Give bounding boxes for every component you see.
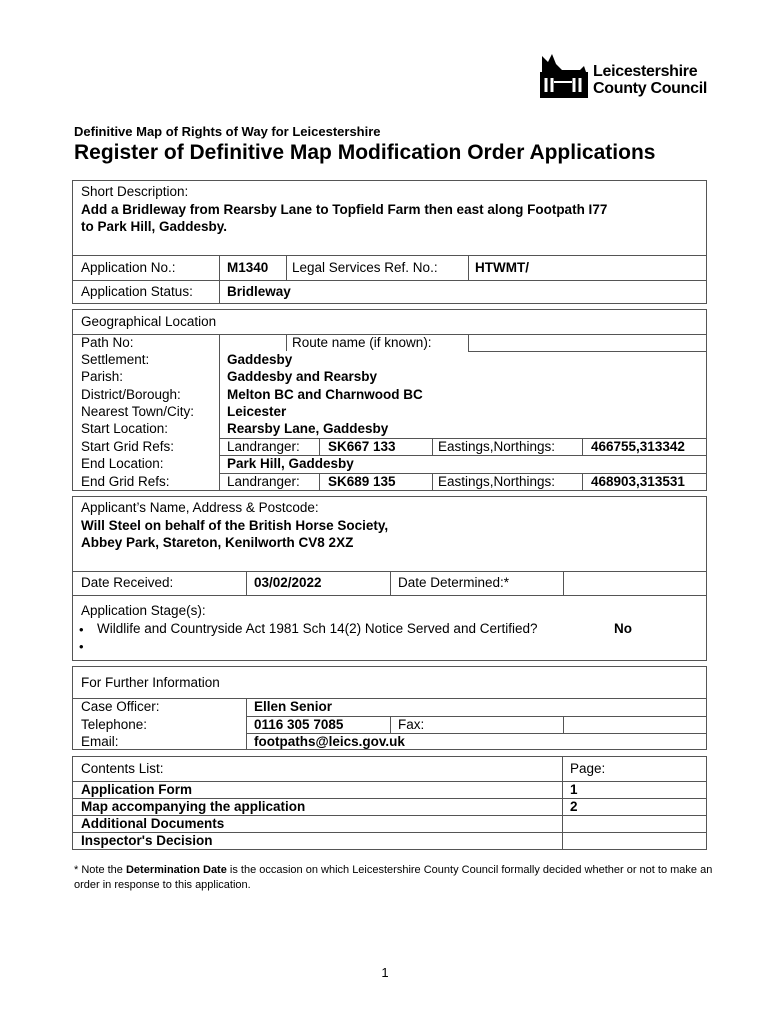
parish-value: Gaddesby and Rearsby bbox=[227, 369, 378, 384]
town-label: Nearest Town/City: bbox=[81, 404, 195, 419]
path-no-label: Path No: bbox=[81, 335, 134, 350]
contents-heading: Contents List: bbox=[81, 761, 164, 776]
application-no-label: Application No.: bbox=[81, 260, 176, 275]
start-eastings-label: Eastings,Northings: bbox=[438, 439, 556, 454]
contact-box bbox=[72, 666, 707, 750]
end-grid-label: End Grid Refs: bbox=[81, 474, 170, 489]
end-eastings-value: 468903,313531 bbox=[591, 474, 685, 489]
contents-item-label: Map accompanying the application bbox=[81, 799, 306, 814]
stages-label: Application Stage(s): bbox=[81, 603, 206, 618]
end-landranger-label: Landranger: bbox=[227, 474, 300, 489]
geo-heading: Geographical Location bbox=[81, 314, 217, 329]
short-description-line2: to Park Hill, Gaddesby. bbox=[81, 219, 228, 234]
telephone-value: 0116 305 7085 bbox=[254, 717, 344, 732]
footnote-prefix: * Note the bbox=[74, 864, 126, 876]
parish-label: Parish: bbox=[81, 369, 124, 384]
fax-label: Fax: bbox=[398, 717, 425, 732]
end-location-label: End Location: bbox=[81, 456, 164, 471]
district-value: Melton BC and Charnwood BC bbox=[227, 387, 423, 402]
page-heading: Page: bbox=[570, 761, 606, 776]
legal-ref-label: Legal Services Ref. No.: bbox=[292, 260, 438, 275]
contents-item-page: 2 bbox=[570, 799, 578, 814]
route-name-label: Route name (if known): bbox=[292, 335, 432, 350]
status-label: Application Status: bbox=[81, 284, 193, 299]
email-value: footpaths@leics.gov.uk bbox=[254, 734, 405, 749]
logo-line2: County Council bbox=[593, 80, 708, 97]
date-received-label: Date Received: bbox=[81, 575, 174, 590]
email-label: Email: bbox=[81, 734, 119, 749]
start-grid-label: Start Grid Refs: bbox=[81, 439, 175, 454]
stage-bullet-2: • bbox=[79, 639, 84, 654]
case-officer-value: Ellen Senior bbox=[254, 699, 333, 714]
end-landranger-value: SK689 135 bbox=[328, 474, 396, 489]
start-location-label: Start Location: bbox=[81, 421, 169, 436]
end-location-value: Park Hill, Gaddesby bbox=[227, 456, 354, 471]
town-value: Leicester bbox=[227, 404, 287, 419]
short-description-line1: Add a Bridleway from Rearsby Lane to Topfield Farm then east along Footpath I77 bbox=[81, 202, 608, 217]
fox-emblem-icon bbox=[540, 52, 588, 98]
logo-line1: Leicestershire bbox=[593, 63, 698, 80]
stage-bullet-1: • bbox=[79, 622, 84, 637]
applicant-label: Applicant’s Name, Address & Postcode: bbox=[81, 500, 319, 515]
start-landranger-value: SK667 133 bbox=[328, 439, 396, 454]
contents-item-label: Application Form bbox=[81, 782, 192, 797]
document-title: Register of Definitive Map Modification Order Applications bbox=[74, 141, 656, 164]
short-description-label: Short Description: bbox=[81, 184, 189, 199]
contents-item-label: Inspector's Decision bbox=[81, 833, 213, 848]
stage1-answer: No bbox=[614, 621, 632, 636]
application-no-value: M1340 bbox=[227, 260, 269, 275]
start-location-value: Rearsby Lane, Gaddesby bbox=[227, 421, 389, 436]
contact-heading: For Further Information bbox=[81, 675, 220, 690]
footnote-rest: is the occasion on which Leicestershire County Council formally decided whether or not to make an order in response to this application. bbox=[74, 864, 713, 891]
footnote bbox=[74, 863, 714, 893]
settlement-label: Settlement: bbox=[81, 352, 150, 367]
stage1-text: Wildlife and Countryside Act 1981 Sch 14(2) Notice Served and Certified? bbox=[97, 621, 538, 636]
summary-box bbox=[72, 180, 707, 304]
start-eastings-value: 466755,313342 bbox=[591, 439, 685, 454]
applicant-line2: Abbey Park, Stareton, Kenilworth CV8 2XZ bbox=[81, 535, 354, 550]
telephone-label: Telephone: bbox=[81, 717, 148, 732]
council-logo bbox=[540, 52, 710, 98]
status-value: Bridleway bbox=[227, 284, 291, 299]
date-determined-label: Date Determined:* bbox=[398, 575, 510, 590]
contents-item-page: 1 bbox=[570, 782, 578, 797]
date-received-value: 03/02/2022 bbox=[254, 575, 322, 590]
applicant-line1: Will Steel on behalf of the British Horse Society, bbox=[81, 518, 389, 533]
legal-ref-value: HTWMT/ bbox=[475, 260, 529, 275]
contents-item-label: Additional Documents bbox=[81, 816, 225, 831]
geographical-location-box bbox=[72, 309, 707, 491]
document-subtitle: Definitive Map of Rights of Way for Leicestershire bbox=[74, 124, 381, 139]
page-number: 1 bbox=[381, 965, 389, 980]
contents-box bbox=[72, 756, 707, 850]
settlement-value: Gaddesby bbox=[227, 352, 293, 367]
district-label: District/Borough: bbox=[81, 387, 181, 402]
start-landranger-label: Landranger: bbox=[227, 439, 300, 454]
footnote-bold: Determination Date bbox=[125, 864, 227, 876]
end-eastings-label: Eastings,Northings: bbox=[438, 474, 556, 489]
case-officer-label: Case Officer: bbox=[81, 699, 160, 714]
applicant-box bbox=[72, 496, 707, 661]
